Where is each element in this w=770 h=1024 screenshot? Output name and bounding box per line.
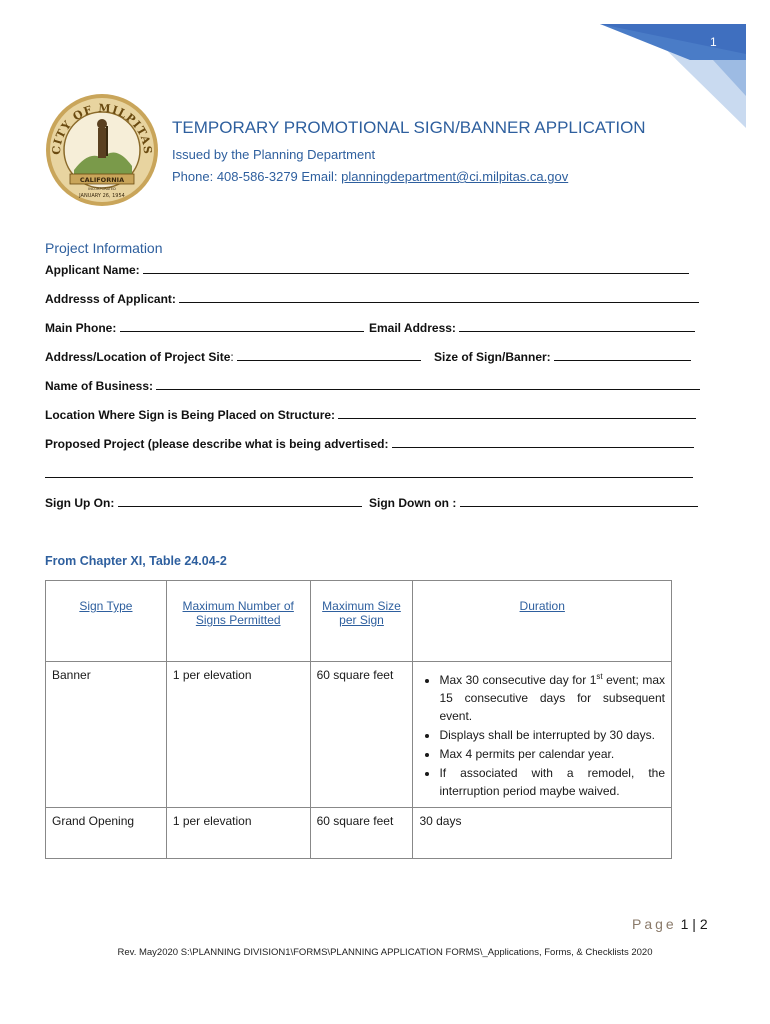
list-item: • If associated with a remodel, the interruption period maybe waived. [439,764,665,800]
cell-max-number: 1 per elevation [166,662,310,808]
page-current: 1 [680,916,689,932]
header-max-size: Maximum Size per Sign [310,581,413,662]
issuer-line: Issued by the Planning Department [172,147,376,162]
proposed-project-continuation [45,466,693,481]
list-item: • Displays shall be interrupted by 30 days. [439,726,665,744]
applicant-address-row [45,291,699,306]
sign-up-field[interactable] [118,495,362,507]
business-name-field[interactable] [156,378,700,390]
cell-duration [413,662,672,808]
header-sign-type: Sign Type [46,581,167,662]
duration-item-tail: event; max 15 consecutive days for subsequent event. [439,673,665,723]
table-caption: From Chapter XI, Table 24.04-2 [45,554,227,568]
email-label: Email Address: [369,321,456,335]
applicant-name-field[interactable] [143,262,689,274]
proposed-project-label: Proposed Project (please describe what is being advertised: [45,437,389,451]
main-phone-label: Main Phone: [45,321,117,335]
svg-text:CALIFORNIA: CALIFORNIA [79,176,125,184]
proposed-project-field-line2[interactable] [45,466,693,478]
section-title-project: Project Information [45,240,163,256]
svg-text:JANUARY 26, 1954: JANUARY 26, 1954 [79,193,125,199]
page-total: 2 [699,916,708,932]
contact-phone: Phone: 408-586-3279 Email: [172,169,342,184]
duration-item-text: Max 30 consecutive day for 1 [439,673,597,687]
duration-list [419,668,665,800]
sign-up-label: Sign Up On: [45,496,115,510]
cell-sign-type: Grand Opening [46,808,167,859]
svg-text:CITY OF MILPITAS: CITY OF MILPITAS [49,101,155,156]
list-item [439,668,665,725]
contact-line [172,169,568,184]
applicant-address-field[interactable] [179,291,699,303]
svg-text:INCORPORATED: INCORPORATED [88,187,116,191]
table-header-row [46,581,672,662]
table-row [46,808,672,859]
city-seal-logo [44,92,160,208]
business-name-label: Name of Business: [45,379,154,393]
applicant-address-label: Addresss of Applicant: [45,292,176,306]
cell-max-number: 1 per elevation [166,808,310,859]
sign-down-field[interactable] [460,495,698,507]
cell-duration: 30 days [413,808,672,859]
cell-max-size: 60 square feet [310,808,413,859]
page-indicator [632,916,708,932]
duration-item-sup: st [596,672,603,681]
page-separator: | [688,916,700,932]
applicant-name-label: Applicant Name: [45,263,140,277]
email-link[interactable]: planningdepartment@ci.milpitas.ca.gov [341,169,569,184]
header-duration: Duration [413,581,672,662]
sign-down-row [369,495,698,510]
proposed-project-row [45,436,694,451]
sign-size-row [434,349,691,364]
header-max-number: Maximum Number of Signs Permitted [166,581,310,662]
business-name-row [45,378,700,393]
sign-down-label: Sign Down on : [369,496,457,510]
form-title: TEMPORARY PROMOTIONAL SIGN/BANNER APPLICATION [172,118,646,137]
project-site-label: Address/Location of Project Site [45,350,231,364]
sign-location-row [45,407,696,422]
email-row [369,320,695,335]
email-field[interactable] [459,320,695,332]
applicant-name-row [45,262,689,277]
page-word: Page [632,916,677,932]
list-item: • Max 4 permits per calendar year. [439,745,665,763]
sign-location-field[interactable] [338,407,696,419]
sign-up-row [45,495,362,510]
cell-sign-type: Banner [46,662,167,808]
project-site-row [45,349,421,364]
page-number: 1 [710,35,717,49]
project-site-field[interactable] [237,349,421,361]
cell-max-size: 60 square feet [310,662,413,808]
sign-size-field[interactable] [554,349,691,361]
sign-size-label: Size of Sign/Banner: [434,350,551,364]
table-row [46,662,672,808]
proposed-project-field[interactable] [392,436,694,448]
project-site-colon: : [230,350,234,364]
main-phone-row [45,320,364,335]
sign-location-label: Location Where Sign is Being Placed on Structure: [45,408,336,422]
revision-footer: Rev. May2020 S:\PLANNING DIVISION1\FORMS\PLANNING APPLICATION FORMS\_Applications, Forms, & Checklists 2020 [117,947,653,958]
main-phone-field[interactable] [120,320,364,332]
sign-rules-table [45,580,672,859]
